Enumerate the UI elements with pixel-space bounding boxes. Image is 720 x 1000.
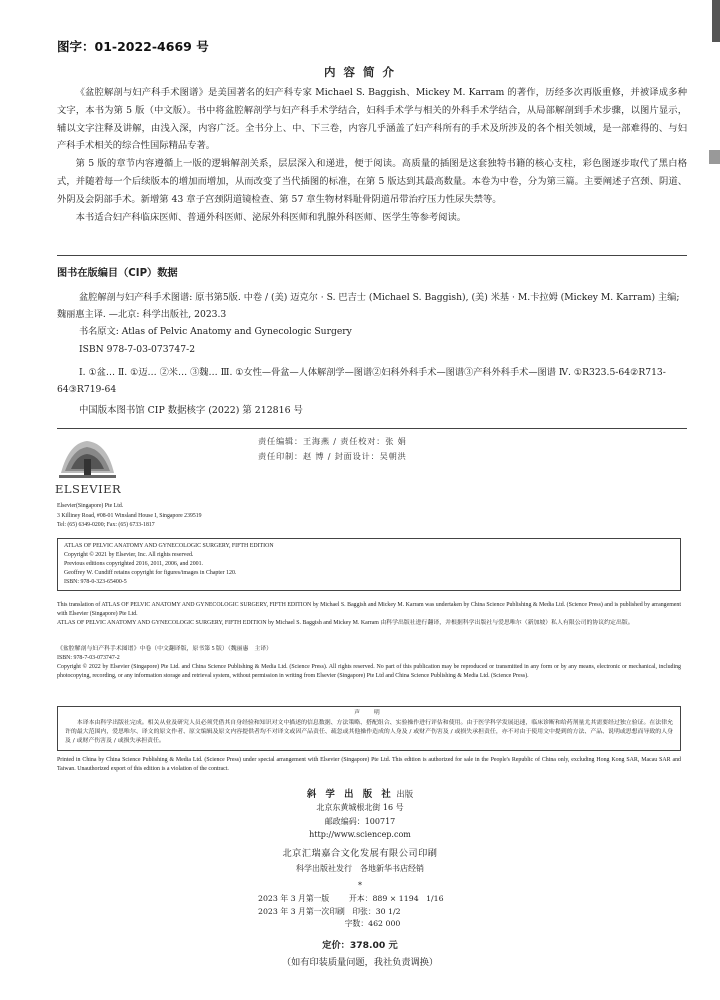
address-line: Elsevier(Singapore) Pte Ltd. — [57, 503, 124, 509]
price: 定价：378.00 元 — [322, 940, 398, 951]
cip-entry: 盆腔解剖与妇产科手术图谱: 原书第5版. 中卷 / (美) 迈克尔 · S. 巴吉士 (Michael S. Baggish), (美) 米基 · M.卡拉姆 (Mickey M. Karram) 主编; 魏丽惠主译. —北京: 科学出版社, 2023.3 — [57, 292, 680, 321]
staff-line: 责任印制：赵 博 / 封面设计：吴朝洪 — [258, 451, 407, 461]
cip-title: 图书在版编目（CIP）数据 — [57, 268, 178, 279]
cip-classification: Ⅰ. ①盆… Ⅱ. ①迈… ②米… ③魏… Ⅲ. ①女性—骨盆—人体解剖学—图谱②妇科外科手术—图谱③产科外科手术—图谱 Ⅳ. ①R323.5-64②R713-64③R719-64 — [57, 366, 666, 396]
cip-isbn: ISBN 978-7-03-073747-2 — [79, 343, 196, 355]
publisher-info — [0, 801, 720, 842]
separator: * — [358, 881, 362, 890]
chinese-copyright — [57, 645, 681, 681]
copyright-line: ISBN: 978-0-323-65400-5 — [64, 579, 127, 585]
chinese-copyright-line: 《盆腔解剖与妇产科手术图谱》中卷（中文翻译版，原书第 5 版）（魏丽惠 主译） — [57, 646, 273, 652]
cip-number: 中国版本图书馆 CIP 数据核字 (2022) 第 212816 号 — [79, 405, 303, 416]
divider — [57, 255, 687, 256]
registration-number: 图字：01-2022-4669 号 — [57, 39, 209, 54]
copyright-line: Copyright © 2021 by Elsevier, Inc. All rights reserved. — [64, 552, 194, 558]
publisher-line — [0, 786, 720, 800]
statement-box — [57, 706, 681, 751]
publisher-url: http://www.sciencep.com — [309, 830, 411, 839]
printed-in-note: Printed in China by China Science Publishing & Media Ltd. (Science Press) under special arrangement with Elsevier (Singapore) Pte Ltd. This edition is authorized for sale in the People's Republic of China only, excluding Hong Kong SAR, Macau SAR and Taiwan. Unauthorized export of this edition is a violation of the contract. — [57, 757, 681, 772]
chinese-copyright-line: ISBN: 978-7-03-073747-2 — [57, 655, 120, 661]
copyright-line: Previous editions copyrighted 2016, 2011, 2006, and 2001. — [64, 561, 204, 567]
elsevier-wordmark: ELSEVIER — [55, 482, 122, 496]
publisher-address: 北京东黄城根北街 16 号 — [316, 803, 404, 812]
copyright-line: ATLAS OF PELVIC ANATOMY AND GYNECOLOGIC SURGERY, FIFTH EDITION — [64, 543, 274, 549]
translation-line: This translation of ATLAS OF PELVIC ANATOMY AND GYNECOLOGIC SURGERY, FIFTH EDITION by Michael S. Baggish and Mickey M. Karram was undertaken by China Science Publishing & Media Ltd. (Science Press) and is published by arrangement with Elsevier (Singapore) Pte Ltd. — [57, 602, 681, 617]
side-marker — [709, 150, 720, 164]
chinese-copyright-line: Copyright © 2022 by Elsevier (Singapore) Pte Ltd. and China Science Publishing & Media Ltd. (Science Press). All rights reserved. No part of this publication may be reproduced or transmitted in any form or by any means, electronic or mechanical, including photocopying, recording, or any information storage and retrieval system, without permission in writing from Elsevier (Singapore) Pte Ltd and China Science Publishing & Media Ltd. (Science Press). — [57, 664, 681, 679]
publisher-postcode: 邮政编码：100717 — [324, 816, 396, 826]
divider — [57, 428, 687, 429]
elsevier-tree-logo — [55, 435, 120, 481]
spec-line: 字数：462 000 — [258, 919, 401, 928]
statement-body: 本译本由科学出版社完成。相关从业及研究人员必须凭借其自身经验和知识对文中描述的信息数据、方法策略、搭配组合、实验操作进行评估和使用。由于医学科学发展迅速，临床诊断和给药剂量尤其需要经过独立验证。在法律允许的最大范围内，爱思唯尔、译文的原文作者、原文编辑及原文内容提供者均不对译文或因产品责任、疏忽或其他操作造成的人身及 / 或财产伤害及 / 或损失承担责任，亦不对由于使用文中提到的方法、产品、说明或思想而导致的人身及 / 或财产伤害及 / 或损失承担责任。 — [65, 720, 673, 744]
cip-original-title: 书名原文: Atlas of Pelvic Anatomy and Gynecologic Surgery — [79, 326, 352, 338]
statement-heading: 声 明 — [354, 710, 384, 716]
intro-title: 内 容 简 介 — [323, 65, 396, 79]
address-line: 3 Killiney Road, #08-01 Winsland House I, Singapore 239519 — [57, 512, 202, 519]
spec-line: 2023 年 3 月第一版 开本：889 × 1194 1/16 — [258, 894, 444, 903]
intro-paragraph: 第 5 版的章节内容遵循上一版的逻辑解剖关系，层层深入和递进，便于阅读。高质量的插图是这套独特书籍的核心支柱，彩色图逐步取代了黑白格式，并随着每一个后续版本的增加而增加，从而改变了当代插图的标准，在第 5 版达到其最高数量。本卷为中卷，分为第三篇。主要阐述子宫颈、阴道、外阴及会阴部手术。新增第 43 章子宫颈阴道镜检查、第 57 章生物材料耻骨阴道吊带治疗压力性尿失禁等。 — [57, 158, 687, 205]
elsevier-address — [57, 502, 202, 531]
editorial-staff — [258, 434, 407, 464]
cip-block — [57, 289, 687, 398]
address-line: Tel: (65) 6349-0200; Fax: (65) 6733-1817 — [57, 522, 155, 528]
staff-line: 责任编辑：王海燕 / 责任校对：张 娟 — [258, 436, 407, 446]
publisher-suffix: 出版 — [396, 789, 414, 799]
intro-paragraph: 《盆腔解剖与妇产科手术图谱》是美国著名的妇产科专家 Michael S. Baggish、Mickey M. Karram 的著作，历经多次再版重修，并被译成多种文字，本书为第 5 版（中文版）。书中将盆腔解剖学与妇产科手术学结合，妇科手术学与相关的外科手术学结合，从局部解剖到手术步骤，以图片显示，辅以文字注释及讲解，由浅入深，内容广泛。全书分上、中、下三卷，内容几乎涵盖了妇产科所有的手术及所涉及的各个相关领域，是一部难得的、与妇产科手术相关的综合性国际精品专著。 — [57, 87, 687, 152]
original-copyright-box — [57, 538, 681, 591]
translation-note — [57, 601, 681, 628]
intro-paragraph: 本书适合妇产科临床医师、普通外科医师、泌尿外科医师和乳腺外科医师、医学生等参考阅读。 — [75, 211, 467, 223]
copyright-line: Geoffrey W. Cundiff retains copyright for figures/images in Chapter 120. — [64, 570, 237, 576]
scrollbar-thumb[interactable] — [712, 0, 720, 42]
printer-name: 北京汇瑞嘉合文化发展有限公司印刷 — [282, 848, 438, 859]
translation-line: ATLAS OF PELVIC ANATOMY AND GYNECOLOGIC SURGERY, FIFTH EDITION by Michael S. Baggish and Mickey M. Karram 由科学出版社进行翻译，并根据科学出版社与爱思唯尔（新加坡）私人有限公司的协议约定出版。 — [57, 620, 634, 626]
spec-line: 2023 年 3 月第一次印刷 印张：30 1/2 — [258, 906, 401, 916]
distribution: 科学出版社发行 各地新华书店经销 — [296, 864, 424, 873]
publisher-name: 斜 学 出 版 社 — [306, 789, 394, 800]
intro-section — [57, 84, 687, 226]
quality-notice: （如有印装质量问题，我社负责调换） — [281, 957, 439, 968]
print-specs — [258, 893, 444, 931]
